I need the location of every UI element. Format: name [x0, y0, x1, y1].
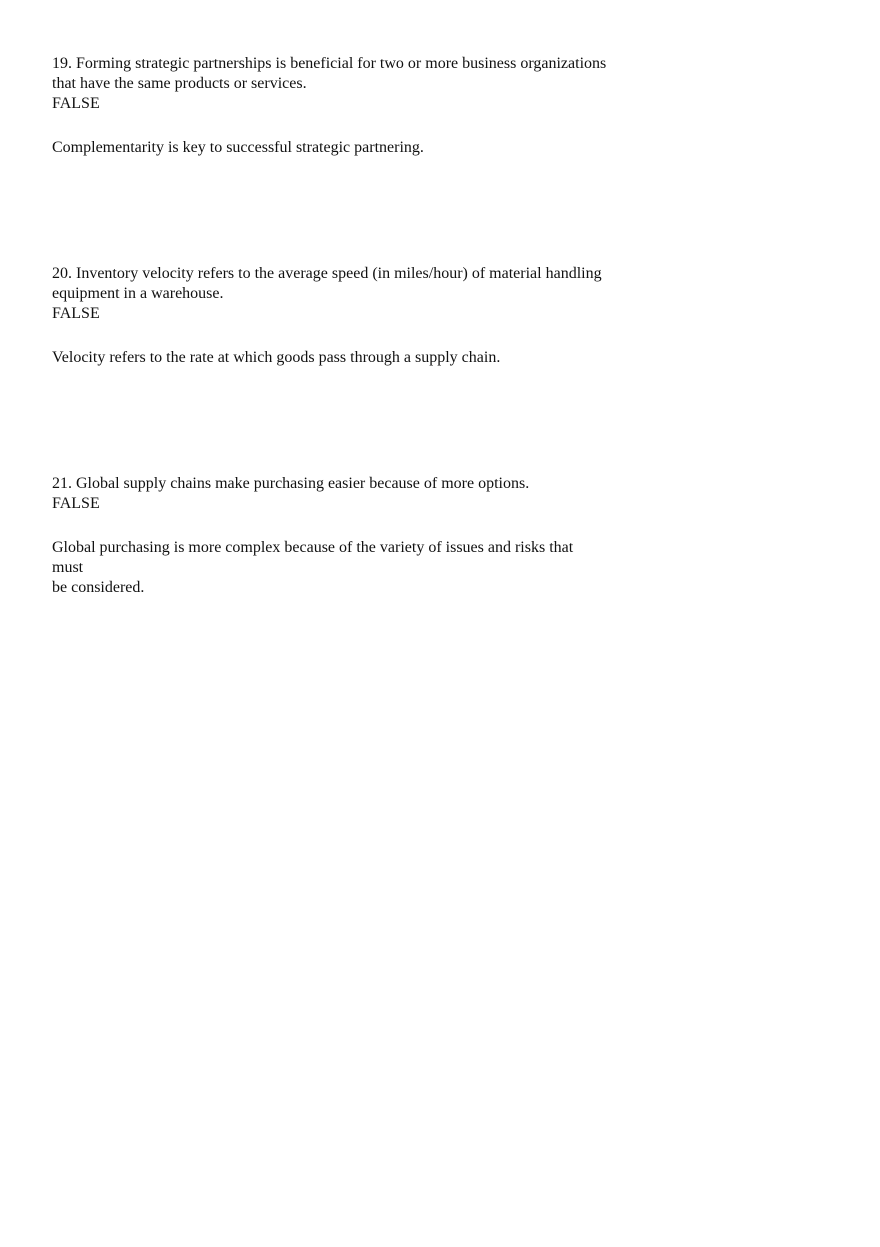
explanation-text-line: be considered.	[52, 579, 145, 596]
question-20	[52, 264, 672, 368]
explanation-text-line: must	[52, 559, 84, 576]
explanation	[52, 348, 672, 368]
question-text-line: that have the same products or services.	[52, 75, 307, 92]
question-text-line: 19. Forming strategic partnerships is beneficial for two or more business organizations	[52, 55, 607, 72]
question-text-line: equipment in a warehouse.	[52, 285, 224, 302]
question-text-line: 21. Global supply chains make purchasing easier because of more options.	[52, 475, 530, 492]
answer-label: FALSE	[52, 305, 100, 322]
question-text-line: 20. Inventory velocity refers to the average speed (in miles/hour) of material handling	[52, 265, 602, 282]
answer-label: FALSE	[52, 95, 100, 112]
question-19	[52, 54, 672, 158]
explanation-text-line: Velocity refers to the rate at which goods pass through a supply chain.	[52, 349, 501, 366]
answer-label: FALSE	[52, 495, 100, 512]
explanation-text-line: Complementarity is key to successful strategic partnering.	[52, 139, 424, 156]
explanation-text-line: Global purchasing is more complex because of the variety of issues and risks that	[52, 539, 574, 556]
explanation	[52, 138, 672, 158]
question-21	[52, 474, 672, 598]
explanation	[52, 538, 672, 598]
